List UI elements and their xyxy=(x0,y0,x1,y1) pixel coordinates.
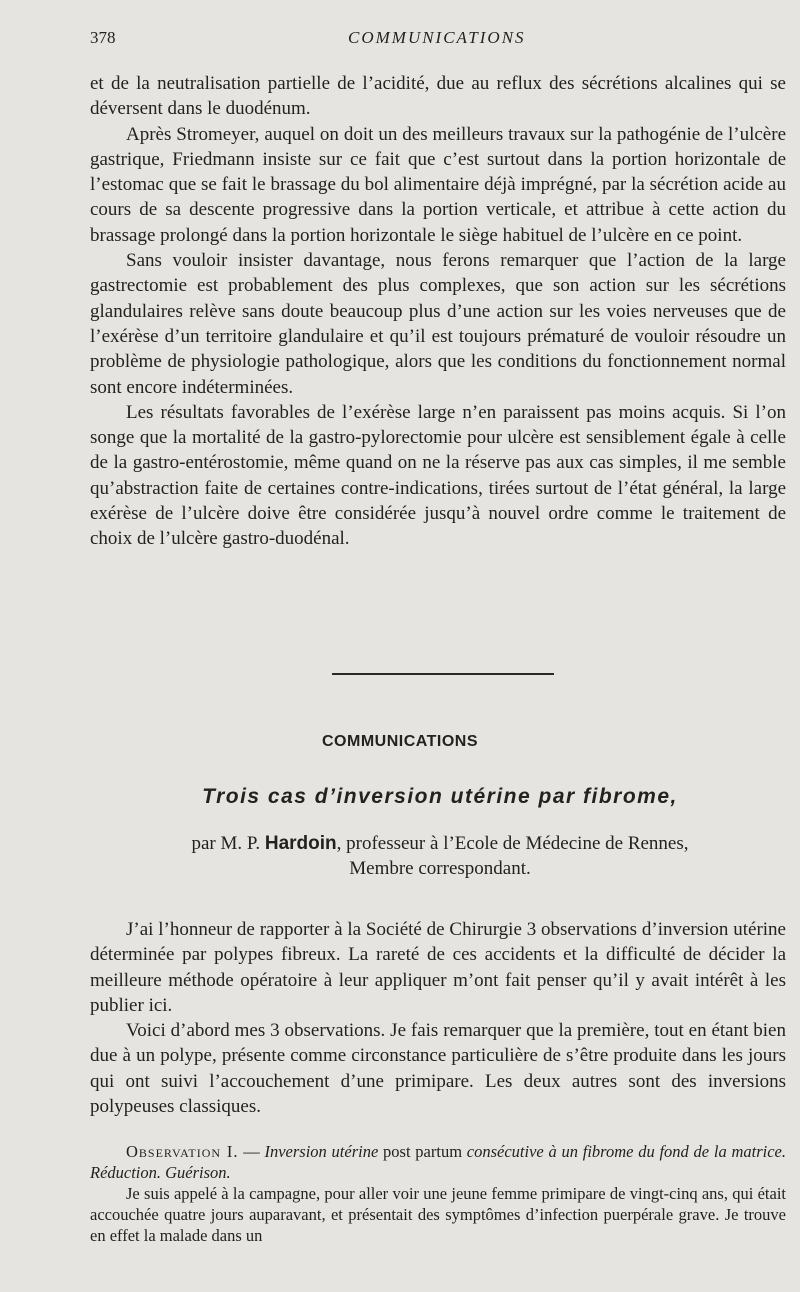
observation-label: Observation I. xyxy=(126,1142,239,1161)
paragraph: et de la neutralisation partielle de l’acidité, due au reflux des sécrétions alcalines qui se déversent dans le duodénum. xyxy=(90,73,786,120)
paragraph: Sans vouloir insister davantage, nous ferons remarquer que l’action de la large gastrectomie est probablement des plus complexes, que son action sur les sécrétions glandulaires relève sans doute beaucoup plus d’une action sur les voies nerveuses que de l’exérèse d’un territoire glandulaire et qu’il est toujours prématuré de vouloir résoudre un problème de physiologie pathologique, alors que les conditions du fonctionnement normal sont encore indéterminées. xyxy=(90,250,786,398)
paragraph: Les résultats favorables de l’exérèse large n’en paraissent pas moins acquis. Si l’on songe que la mortalité de la gastro-pylorectomie pour ulcère est sensiblement égale à celle de la gastro-entérostomie, même quand on ne la réserve pas aux cas simples, il me semble qu’abstraction faite de certaines contre-indications, tirées surtout de l’état général, la large exérèse de l’ulcère doive être considérée jusqu’à nouvel ordre comme le traitement de choix de l’ulcère gastro-duodénal. xyxy=(90,401,786,550)
article-body xyxy=(90,917,786,1119)
observation-title-c: consécutive à un fibrome du fond de la matrice. Réduction. Guérison. xyxy=(90,1142,786,1182)
running-head: COMMUNICATIONS xyxy=(348,28,526,47)
observation-title-a: Inversion utérine xyxy=(264,1142,379,1161)
page-number: 378 xyxy=(90,28,116,47)
observation-dash: — xyxy=(238,1142,265,1161)
author-name: Hardoin xyxy=(264,833,337,854)
byline-suffix: , professeur à l’Ecole de Médecine de Rennes, xyxy=(336,833,689,854)
observation-title-b: post partum xyxy=(378,1142,467,1161)
observation-heading xyxy=(90,1141,786,1183)
page-header xyxy=(90,28,786,54)
section-divider xyxy=(332,673,554,675)
paragraph: Après Stromeyer, auquel on doit un des meilleurs travaux sur la pathogénie de l’ulcère gastrique, Friedmann insiste sur ce fait que c’est surtout dans la portion horizontale de l’estomac que se fait le brassage du bol alimentaire déjà imprégné, par la sécrétion acide au cours de sa descente progressive dans la portion verticale, et attribue à cette action du brassage prolongé dans la portion horizontale le siège habituel de l’ulcère en ce point. xyxy=(90,123,786,246)
article-title: Trois cas d’inversion utérine par fibrome, xyxy=(202,785,678,808)
observation-block xyxy=(90,1141,786,1246)
continued-text xyxy=(90,71,786,552)
section-title: COMMUNICATIONS xyxy=(321,733,479,750)
paragraph: J’ai l’honneur de rapporter à la Société de Chirurgie 3 observations d’inversion utérine déterminée par polypes fibreux. La rareté de ces accidents et la difficulté de décider la meilleure méthode opératoire à leur appliquer m’ont fait penser qu’il y avait intérêt à les publier ici. xyxy=(90,919,786,1016)
observation-text: Je suis appelé à la campagne, pour aller voir une jeune femme primipare de vingt-cinq ans, qui était accouchée quatre jours auparavant, et présentait des symptômes d’infection puerpérale grave. Je trouve en effet la malade dans un xyxy=(90,1184,786,1245)
paragraph: Voici d’abord mes 3 observations. Je fais remarquer que la première, tout en étant bien due à un polype, présente comme circonstance particulière de s’être produite dans les jours qui ont suivi l’accouchement d’une primipare. Les deux autres sont des inversions polypeuses classiques. xyxy=(90,1020,786,1118)
byline xyxy=(90,831,790,881)
byline-prefix: par M. P. xyxy=(191,833,265,854)
byline-membership: Membre correspondant. xyxy=(349,858,531,879)
